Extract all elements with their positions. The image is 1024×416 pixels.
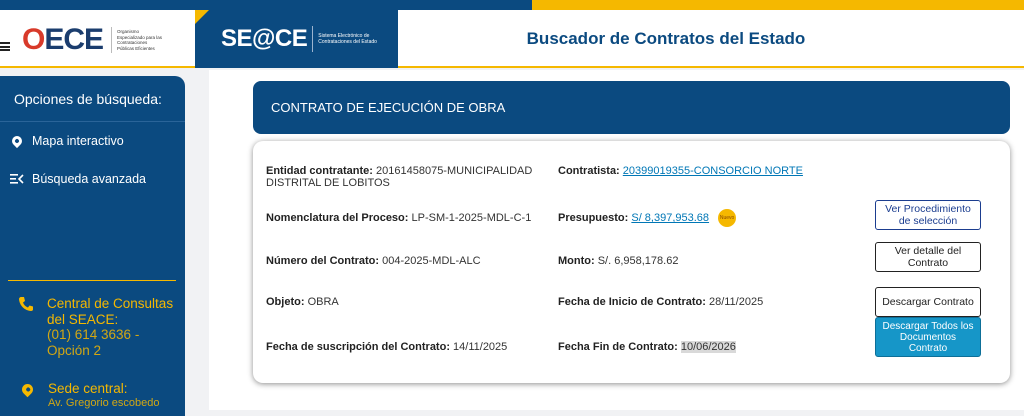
seace-logo-divider xyxy=(312,26,313,52)
field-label: Entidad contratante: xyxy=(266,165,373,177)
advanced-search-icon xyxy=(10,172,24,186)
oece-logo-subtitle: Organismo Especializado para las Contrataciones Públicas Eficientes xyxy=(117,29,163,51)
top-stripe-gold xyxy=(532,0,1024,10)
contract-section-title: CONTRATO DE EJECUCIÓN DE OBRA xyxy=(253,81,1010,134)
field-label: Objeto: xyxy=(266,296,305,308)
contract-card xyxy=(253,141,1010,383)
field-label: Fecha de suscripción del Contrato: xyxy=(266,341,450,353)
sidebar-item-busqueda-avanzada[interactable] xyxy=(0,160,185,198)
descargar-todos-button[interactable]: Descargar Todos los Documentos Contrato xyxy=(875,317,981,357)
field-value: 28/11/2025 xyxy=(708,296,764,308)
sidebar-divider xyxy=(8,280,176,281)
field-value: 10/06/2026 xyxy=(680,341,736,353)
field-value: S/. 6,958,178.62 xyxy=(597,255,679,267)
oece-logo-divider xyxy=(111,27,112,53)
phone-icon xyxy=(18,296,36,358)
oece-logo-mark: OECE xyxy=(22,23,104,56)
contact-title: Central de Consultas del SEACE: xyxy=(47,296,174,327)
sidebar-item-label: Búsqueda avanzada xyxy=(32,172,146,186)
field-contratista xyxy=(558,165,803,177)
field-presupuesto xyxy=(558,209,736,227)
field-label: Monto: xyxy=(558,255,595,267)
hq-title: Sede central: xyxy=(48,381,128,396)
nuevo-badge: Nuevo xyxy=(718,209,736,227)
sidebar-hq xyxy=(18,382,183,410)
seace-logo[interactable] xyxy=(195,10,398,68)
field-entidad xyxy=(266,165,541,189)
field-nomenclatura xyxy=(266,212,531,224)
page-title: Buscador de Contratos del Estado xyxy=(526,29,806,48)
descargar-contrato-button[interactable]: Descargar Contrato xyxy=(875,287,981,317)
field-label: Presupuesto: xyxy=(558,212,629,224)
hamburger-menu-icon[interactable] xyxy=(0,42,10,51)
map-pin-icon xyxy=(10,134,24,148)
site-header xyxy=(0,10,1024,68)
ver-procedimiento-button[interactable]: Ver Procedimiento de selección xyxy=(875,200,981,230)
field-label: Contratista: xyxy=(558,165,620,177)
field-fecha-inicio xyxy=(558,296,763,308)
ver-detalle-contrato-button[interactable]: Ver detalle del Contrato xyxy=(875,242,981,272)
top-stripe xyxy=(0,0,1024,10)
sidebar-item-label: Mapa interactivo xyxy=(32,134,124,148)
seace-logo-mark: SE@CE xyxy=(221,25,308,52)
field-value: 004-2025-MDL-ALC xyxy=(382,255,481,267)
field-label: Fecha Fin de Contrato: xyxy=(558,341,678,353)
field-objeto xyxy=(266,296,339,308)
field-label: Número del Contrato: xyxy=(266,255,380,267)
field-value: OBRA xyxy=(307,296,339,308)
hq-address: Av. Gregorio escobedo xyxy=(48,397,160,409)
presupuesto-link[interactable]: S/ 8,397,953.68 xyxy=(631,212,710,224)
contratista-link[interactable]: 20399019355-CONSORCIO NORTE xyxy=(622,165,803,177)
location-pin-icon xyxy=(20,382,36,398)
field-monto xyxy=(558,255,678,267)
field-fecha-fin xyxy=(558,341,736,353)
oece-logo[interactable] xyxy=(22,24,165,56)
field-value: 14/11/2025 xyxy=(453,341,508,353)
sidebar-contact xyxy=(18,296,182,358)
field-fecha-suscripcion xyxy=(266,341,507,353)
field-value: 20161458075-MUNICIPALIDAD DISTRITAL DE LOBITOS xyxy=(266,165,533,189)
sidebar-heading: Opciones de búsqueda: xyxy=(0,76,185,122)
field-numero-contrato xyxy=(266,255,481,267)
seace-logo-subtitle: Sistema Electrónico de Contrataciones del Estado xyxy=(318,33,377,45)
sidebar-item-mapa-interactivo[interactable] xyxy=(0,122,185,160)
field-value: LP-SM-1-2025-MDL-C-1 xyxy=(411,212,532,224)
sidebar xyxy=(0,76,185,416)
field-label: Nomenclatura del Proceso: xyxy=(266,212,409,224)
contact-phone[interactable]: (01) 614 3636 - Opción 2 xyxy=(47,327,140,358)
field-label: Fecha de Inicio de Contrato: xyxy=(558,296,706,308)
